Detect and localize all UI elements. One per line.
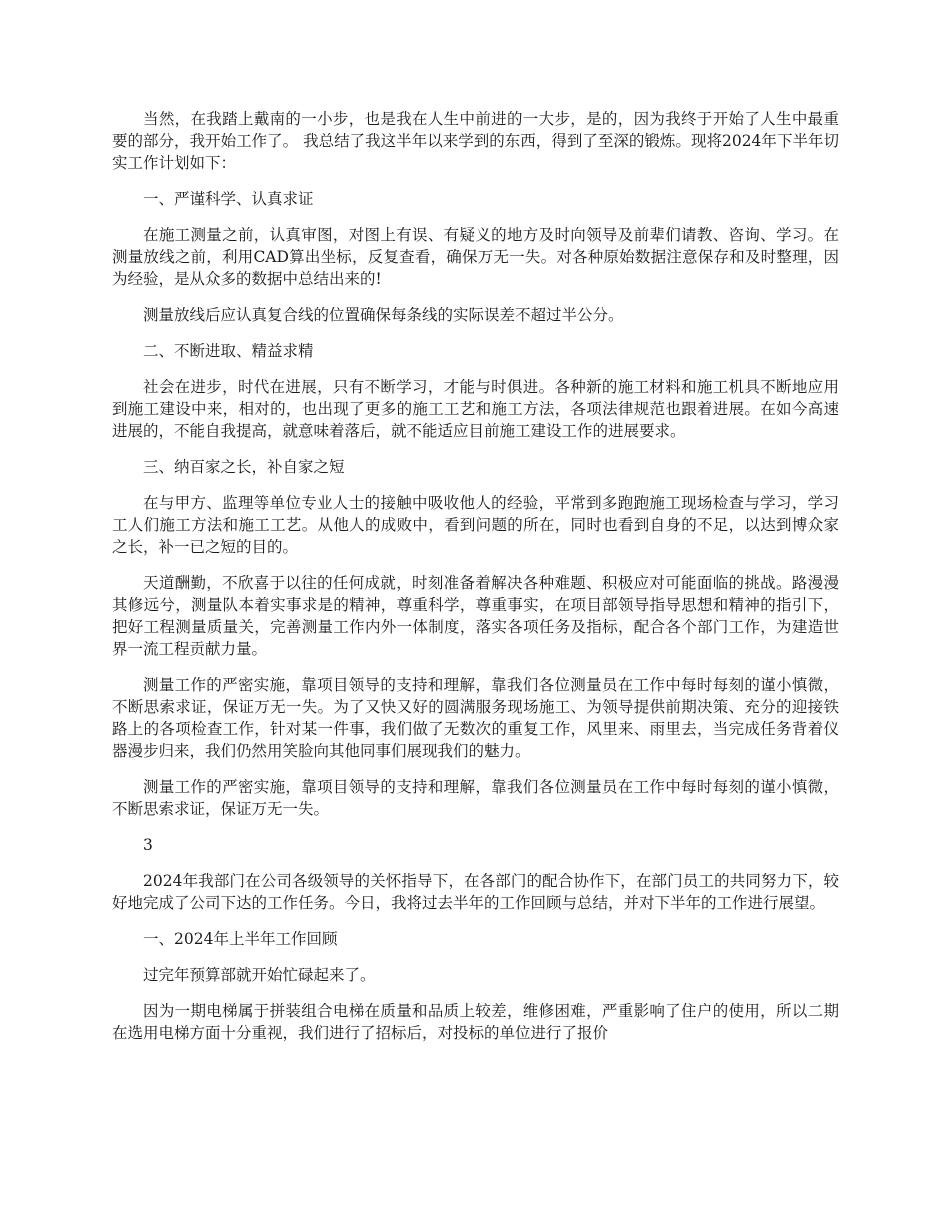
document-page (112, 108, 839, 1058)
section-heading-review: 一、2024年上半年工作回顾 (143, 930, 338, 948)
paragraph: 因为一期电梯属于拼装组合电梯在质量和品质上较差，维修困难，严重影响了住户的使用，所以二期在选用电梯方面十分重视，我们进行了招标后，对投标的单位进行了报价 (112, 1002, 839, 1042)
paragraph: 在施工测量之前，认真审图，对图上有误、有疑义的地方及时向领导及前辈们请教、咨询、学习。在测量放线之前，利用CAD算出坐标，反复查看，确保万无一失。对各种原始数据注意保存和及时整理，因为经验，是从众多的数据中总结出来的! (112, 226, 839, 288)
paragraph: 测量工作的严密实施，靠项目领导的支持和理解，靠我们各位测量员在工作中每时每刻的谨小慎微，不断思索求证，保证万无一失。 (112, 778, 839, 818)
paragraph: 测量工作的严密实施，靠项目领导的支持和理解，靠我们各位测量员在工作中每时每刻的谨小慎微，不断思索求证，保证万无一失。为了又快又好的圆满服务现场施工、为领导提供前期决策、充分的迎接铁路上的各项检查工作，针对某一件事，我们做了无数次的重复工作，风里来、雨里去，当完成任务背着仪器漫步归来，我们仍然用笑脸向其他同事们展现我们的魅力。 (112, 676, 839, 760)
section-number: 3 (143, 836, 153, 854)
paragraph: 测量放线后应认真复合线的位置确保每条线的实际误差不超过半公分。 (143, 306, 624, 324)
paragraph: 天道酬勤，不欣喜于以往的任何成就，时刻准备着解决各种难题、积极应对可能面临的挑战。路漫漫其修远兮，测量队本着实事求是的精神，尊重科学，尊重事实，在项目部领导指导思想和精神的指引下，把好工程测量质量关，完善测量工作内外一体制度，落实各项任务及指标，配合各个部门工作，为建造世界一流工程贡献力量。 (112, 574, 839, 658)
section-heading-2: 二、不断进取、精益求精 (143, 342, 314, 360)
paragraph: 过完年预算部就开始忙碌起来了。 (143, 966, 376, 984)
paragraph-intro: 当然，在我踏上戴南的一小步，也是我在人生中前进的一大步，是的，因为我终于开始了人生中最重要的部分，我开始工作了。 我总结了我这半年以来学到的东西，得到了至深的锻炼。现将2024年下半年切实工作计划如下： (112, 110, 839, 172)
section-heading-1: 一、严谨科学、认真求证 (143, 190, 314, 208)
paragraph: 社会在进步，时代在进展，只有不断学习，才能与时俱进。各种新的施工材料和施工机具不断地应用到施工建设中来，相对的，也出现了更多的施工工艺和施工方法，各项法律规范也跟着进展。在如今高速进展的，不能自我提高，就意味着落后，就不能适应目前施工建设工作的进展要求。 (112, 378, 839, 440)
paragraph: 在与甲方、监理等单位专业人士的接触中吸收他人的经验，平常到多跑跑施工现场检查与学习，学习工人们施工方法和施工工艺。从他人的成败中，看到问题的所在，同时也看到自身的不足，以达到博众家之长，补一已之短的目的。 (112, 494, 839, 556)
paragraph: 2024年我部门在公司各级领导的关怀指导下，在各部门的配合协作下，在部门员工的共同努力下，较好地完成了公司下达的工作任务。今日，我将过去半年的工作回顾与总结，并对下半年的工作进行展望。 (112, 872, 839, 912)
section-heading-3: 三、纳百家之长，补自家之短 (143, 458, 345, 476)
